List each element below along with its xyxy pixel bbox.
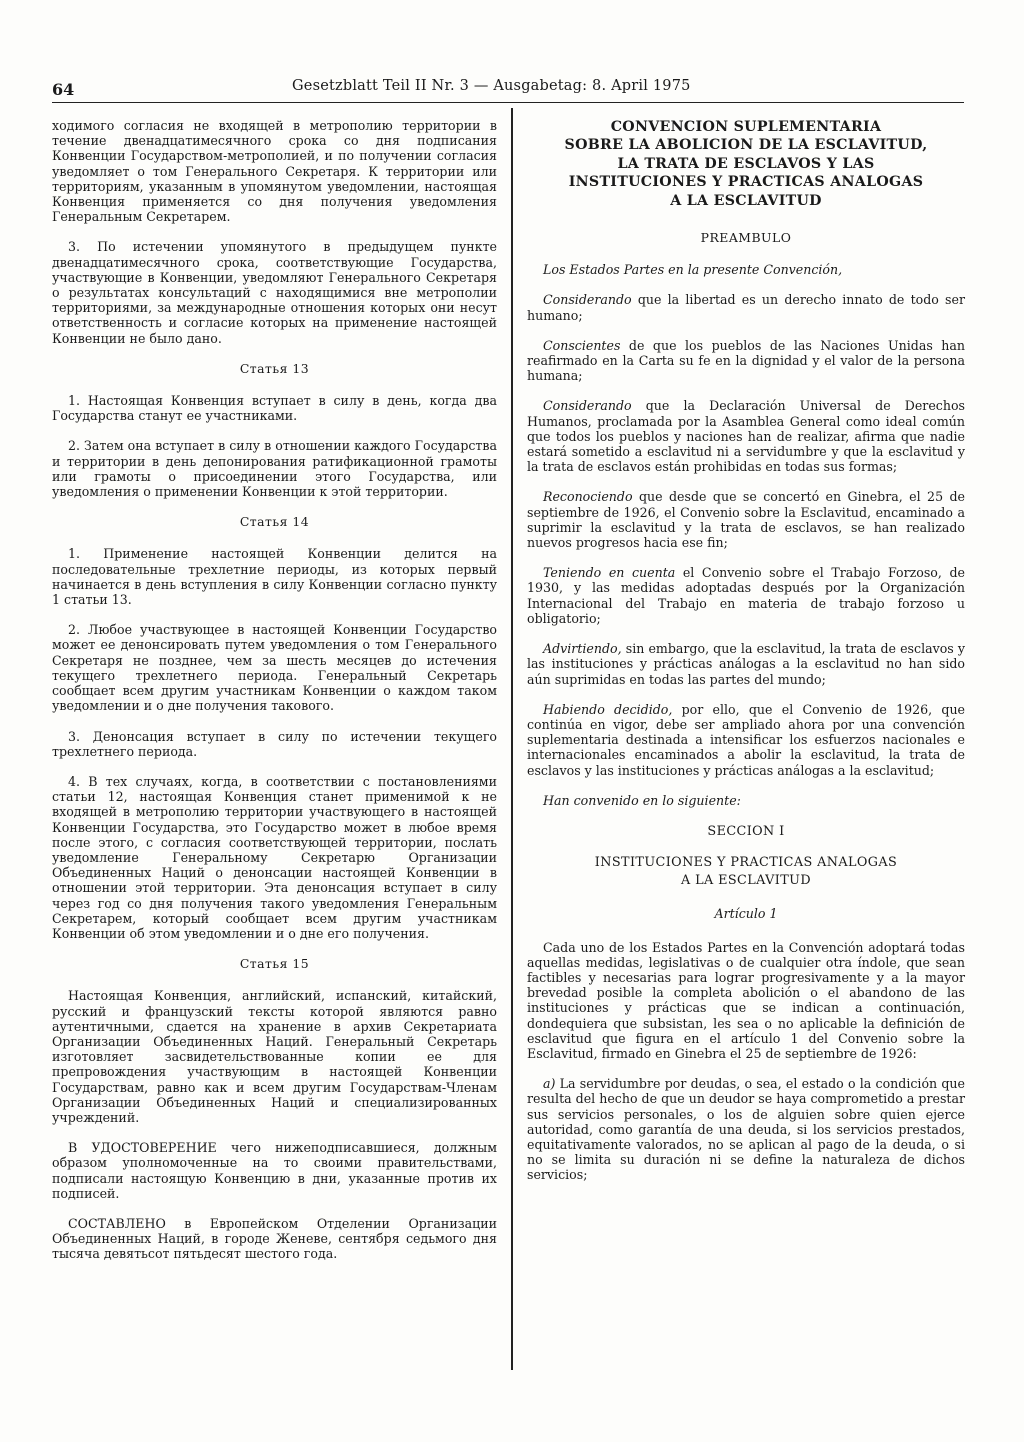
paragraph: 1. Применение настоящей Конвенции делится на последовательные трехлетние периоды, из которых первый начинается в день вступления в силу Конвенции согласно пункту 1 статьи 13. [52, 546, 497, 608]
paragraph-text: La servidumbre por deudas, o sea, el estado o la condición que resulta del hecho de que un deudor se haya comprometido a prestar sus servicios personales, o los de alguien sobre quien ejerce autoridad, como garantía de una deuda, si los servicios prestados, equitativamente valorados, no se aplican al pago de la deuda, o si no se limita su duración ni se define la naturaleza de dichos servicios; [527, 1076, 965, 1183]
page-number: 64 [52, 80, 75, 99]
title-line: A LA ESCLAVITUD [670, 192, 822, 209]
paragraph [527, 1076, 965, 1182]
paragraph: В УДОСТОВЕРЕНИЕ чего нижеподписавшиеся, должным образом уполномоченные на то своими правительствами, подписали настоящую Конвенцию в дни, указанные против их подписей. [52, 1140, 497, 1201]
paragraph: Cada uno de los Estados Partes en la Convención adoptará todas aquellas medidas, legislativas o de cualquier otra índole, que sean factibles y necesarias para lograr progresivamente y a la mayor brevedad posible la completa abolición o el abandono de las instituciones y prácticas que se indican a continuación, dondequiera que subsistan, les sea o no aplicable la definición de esclavitud que figura en el artículo 1 del Convenio sobre la Esclavitud, firmado en Ginebra el 25 de septiembre de 1926: [527, 939, 965, 1062]
preamble-heading: PREAMBULO [700, 230, 792, 246]
title-line: CONVENCION SUPLEMENTARIA [610, 119, 882, 135]
title-line: INSTITUCIONES Y PRACTICAS ANALOGAS [568, 174, 924, 191]
paragraph [527, 702, 965, 778]
title-line: LA TRATA DE ESCLAVOS Y LAS [617, 155, 875, 172]
paragraph: Настоящая Конвенция, английский, испанский, китайский, русский и французский тексты которой являются равно аутентичными, сдается на хранение в архив Секретариата Организации Объединенных Наций. Генеральный Секретарь изготовляет засвидетельствованные копии ее для препровождения участвующим в настоящей Конвенции Государствам, равно как и всем другим Государствам-Членам Организации Объединенных Наций и специализированных учреждений. [52, 988, 497, 1125]
paragraph-text: que la libertad es un derecho innato de todo ser humano; [527, 292, 965, 323]
paragraph: 4. В тех случаях, когда, в соответствии с постановлениями статьи 12, настоящая Конвенция станет применимой к не входящей в метрополию территории участвующего в настоящей Конвенции Государства, это Государство может в любое время после этого, с согласия соответствующей территории, послать уведомление Генеральному Секретарю Организации Объединенных Наций о денонсации настоящей Конвенции в отношении этой территории. Эта денонсация вступает в силу через год со дня получения такого уведомления Генеральным Секретарем, который сообщает всем другим участникам Конвенции об этом уведомлении и о дне его получения. [52, 773, 497, 941]
paragraph-text: que la Declaración Universal de Derechos Humanos, proclamada por la Asamblea General como ideal común que todos los pueblos y naciones han de realizar, afirma que nadie estará sometido a esclavitud ni a servidumbre y que la esclavitud y la trata de esclavos están prohibidas en todas sus formas; [527, 398, 965, 475]
paragraph: 2. Затем она вступает в силу в отношении каждого Государства и территории в день депонирования ратификационной грамоты или грамоты о присоединении этого Государства, или уведомления о применении Конвенции к этой территории. [52, 438, 497, 500]
article-heading-1: Artículo 1 [714, 906, 778, 922]
paragraph: ходимого согласия не входящей в метрополию территории в течение двенадцатимесячного срока со дня подписания Конвенции Государством-метрополией, и по получении согласия уведомляет о том Генерального Секретаря. К территории или территориям, указанным в упомянутом уведомлении, настоящая Конвенция применяется со дня получения уведомления Генеральным Секретарем. [52, 118, 497, 225]
lead-word: Conscientes [543, 337, 621, 353]
paragraph: 3. По истечении упомянутого в предыдущем пункте двенадцатимесячного срока, соответствующие Государства, участвующие в Конвенции, уведомляют Генерального Секретаря о результатах консультаций с находящимися вне метрополии территориями, за международные отношения которых они несут ответственность и согласие которых на применение настоящей Конвенции не было дано. [52, 239, 497, 346]
paragraph: 3. Денонсация вступает в силу по истечении текущего трехлетнего периода. [52, 728, 497, 759]
column-divider [511, 108, 513, 1370]
article-heading-15: Статья 15 [239, 956, 310, 972]
page-header [52, 76, 964, 103]
article-heading-13: Статья 13 [239, 360, 310, 376]
section-number: SECCION I [707, 823, 785, 839]
lead-word: Considerando [543, 292, 632, 308]
paragraph-text: de que los pueblos de las Naciones Unidas han reafirmado en la Carta su fe en la dignidad y el valor de la persona humana; [527, 337, 965, 384]
running-title: Gesetzblatt Teil II Nr. 3 — Ausgabetag: 8. April 1975 [292, 78, 691, 94]
paragraph-text: por ello, que el Convenio de 1926, que continúa en vigor, debe ser ampliado ahora por una convención suplementaria destinada a intensificar los esfuerzos nacionales e internacionales encaminados a abolir la esclavitud, la trata de esclavos y las instituciones y prácticas análogas a la esclavitud; [527, 701, 966, 778]
paragraph: Han convenido en lo siguiente: [543, 792, 741, 808]
title-line: SOBRE LA ABOLICION DE LA ESCLAVITUD, [564, 137, 928, 154]
section-title-line: INSTITUCIONES Y PRACTICAS ANALOGAS [594, 855, 898, 871]
paragraph [527, 641, 965, 687]
russian-column [52, 118, 497, 1277]
paragraph [527, 565, 965, 626]
paragraph [527, 489, 965, 550]
article-heading-14: Статья 14 [239, 514, 310, 530]
lead-word: Advirtiendo, [543, 641, 622, 657]
section-heading [527, 823, 965, 890]
paragraph-text: sin embargo, que la esclavitud, la trata de esclavos y las instituciones y prácticas análogas a la esclavitud no han sido aún suprimidas en todas las partes del mundo; [527, 641, 965, 687]
lead-word: Habiendo decidido, [543, 701, 673, 717]
lead-word: Reconociendo [543, 489, 633, 505]
paragraph [527, 338, 965, 384]
paragraph [527, 398, 965, 474]
spanish-column [527, 118, 965, 1198]
section-title-line: A LA ESCLAVITUD [681, 872, 811, 888]
paragraph-text: que desde que se concertó en Ginebra, el 25 de septiembre de 1926, el Convenio sobre la Esclavitud, encaminado a suprimir la esclavitud y la trata de esclavos, se han realizado nuevos progresos hacia ese fin; [527, 489, 965, 551]
paragraph: СОСТАВЛЕНО в Европейском Отделении Организации Объединенных Наций, в городе Женеве, сентября седьмого дня тысяча девятьсот пятьдесят шестого года. [52, 1215, 497, 1262]
paragraph-text: el Convenio sobre el Trabajo Forzoso, de 1930, y las medidas adoptadas después por la Organización Internacional del Trabajo en materia de trabajo forzoso u obligatorio; [527, 565, 965, 626]
paragraph [527, 292, 965, 322]
paragraph: 2. Любое участвующее в настоящей Конвенции Государство может ее денонсировать путем уведомления о том Генерального Секретаря не позднее, чем за шесть месяцев до истечения текущего трехлетнего периода. Генеральный Секретарь сообщает всем другим участникам Конвенции о каждом таком уведомлении и о дне получения такового. [52, 622, 497, 714]
lead-word: Teniendo en cuenta [543, 565, 676, 581]
paragraph: Los Estados Partes en la presente Convención, [543, 262, 843, 278]
convention-title [527, 118, 965, 210]
lead-word: Considerando [543, 398, 632, 414]
item-label: a) [543, 1076, 556, 1092]
paragraph: 1. Настоящая Конвенция вступает в силу в день, когда два Государства станут ее участниками. [52, 393, 497, 424]
